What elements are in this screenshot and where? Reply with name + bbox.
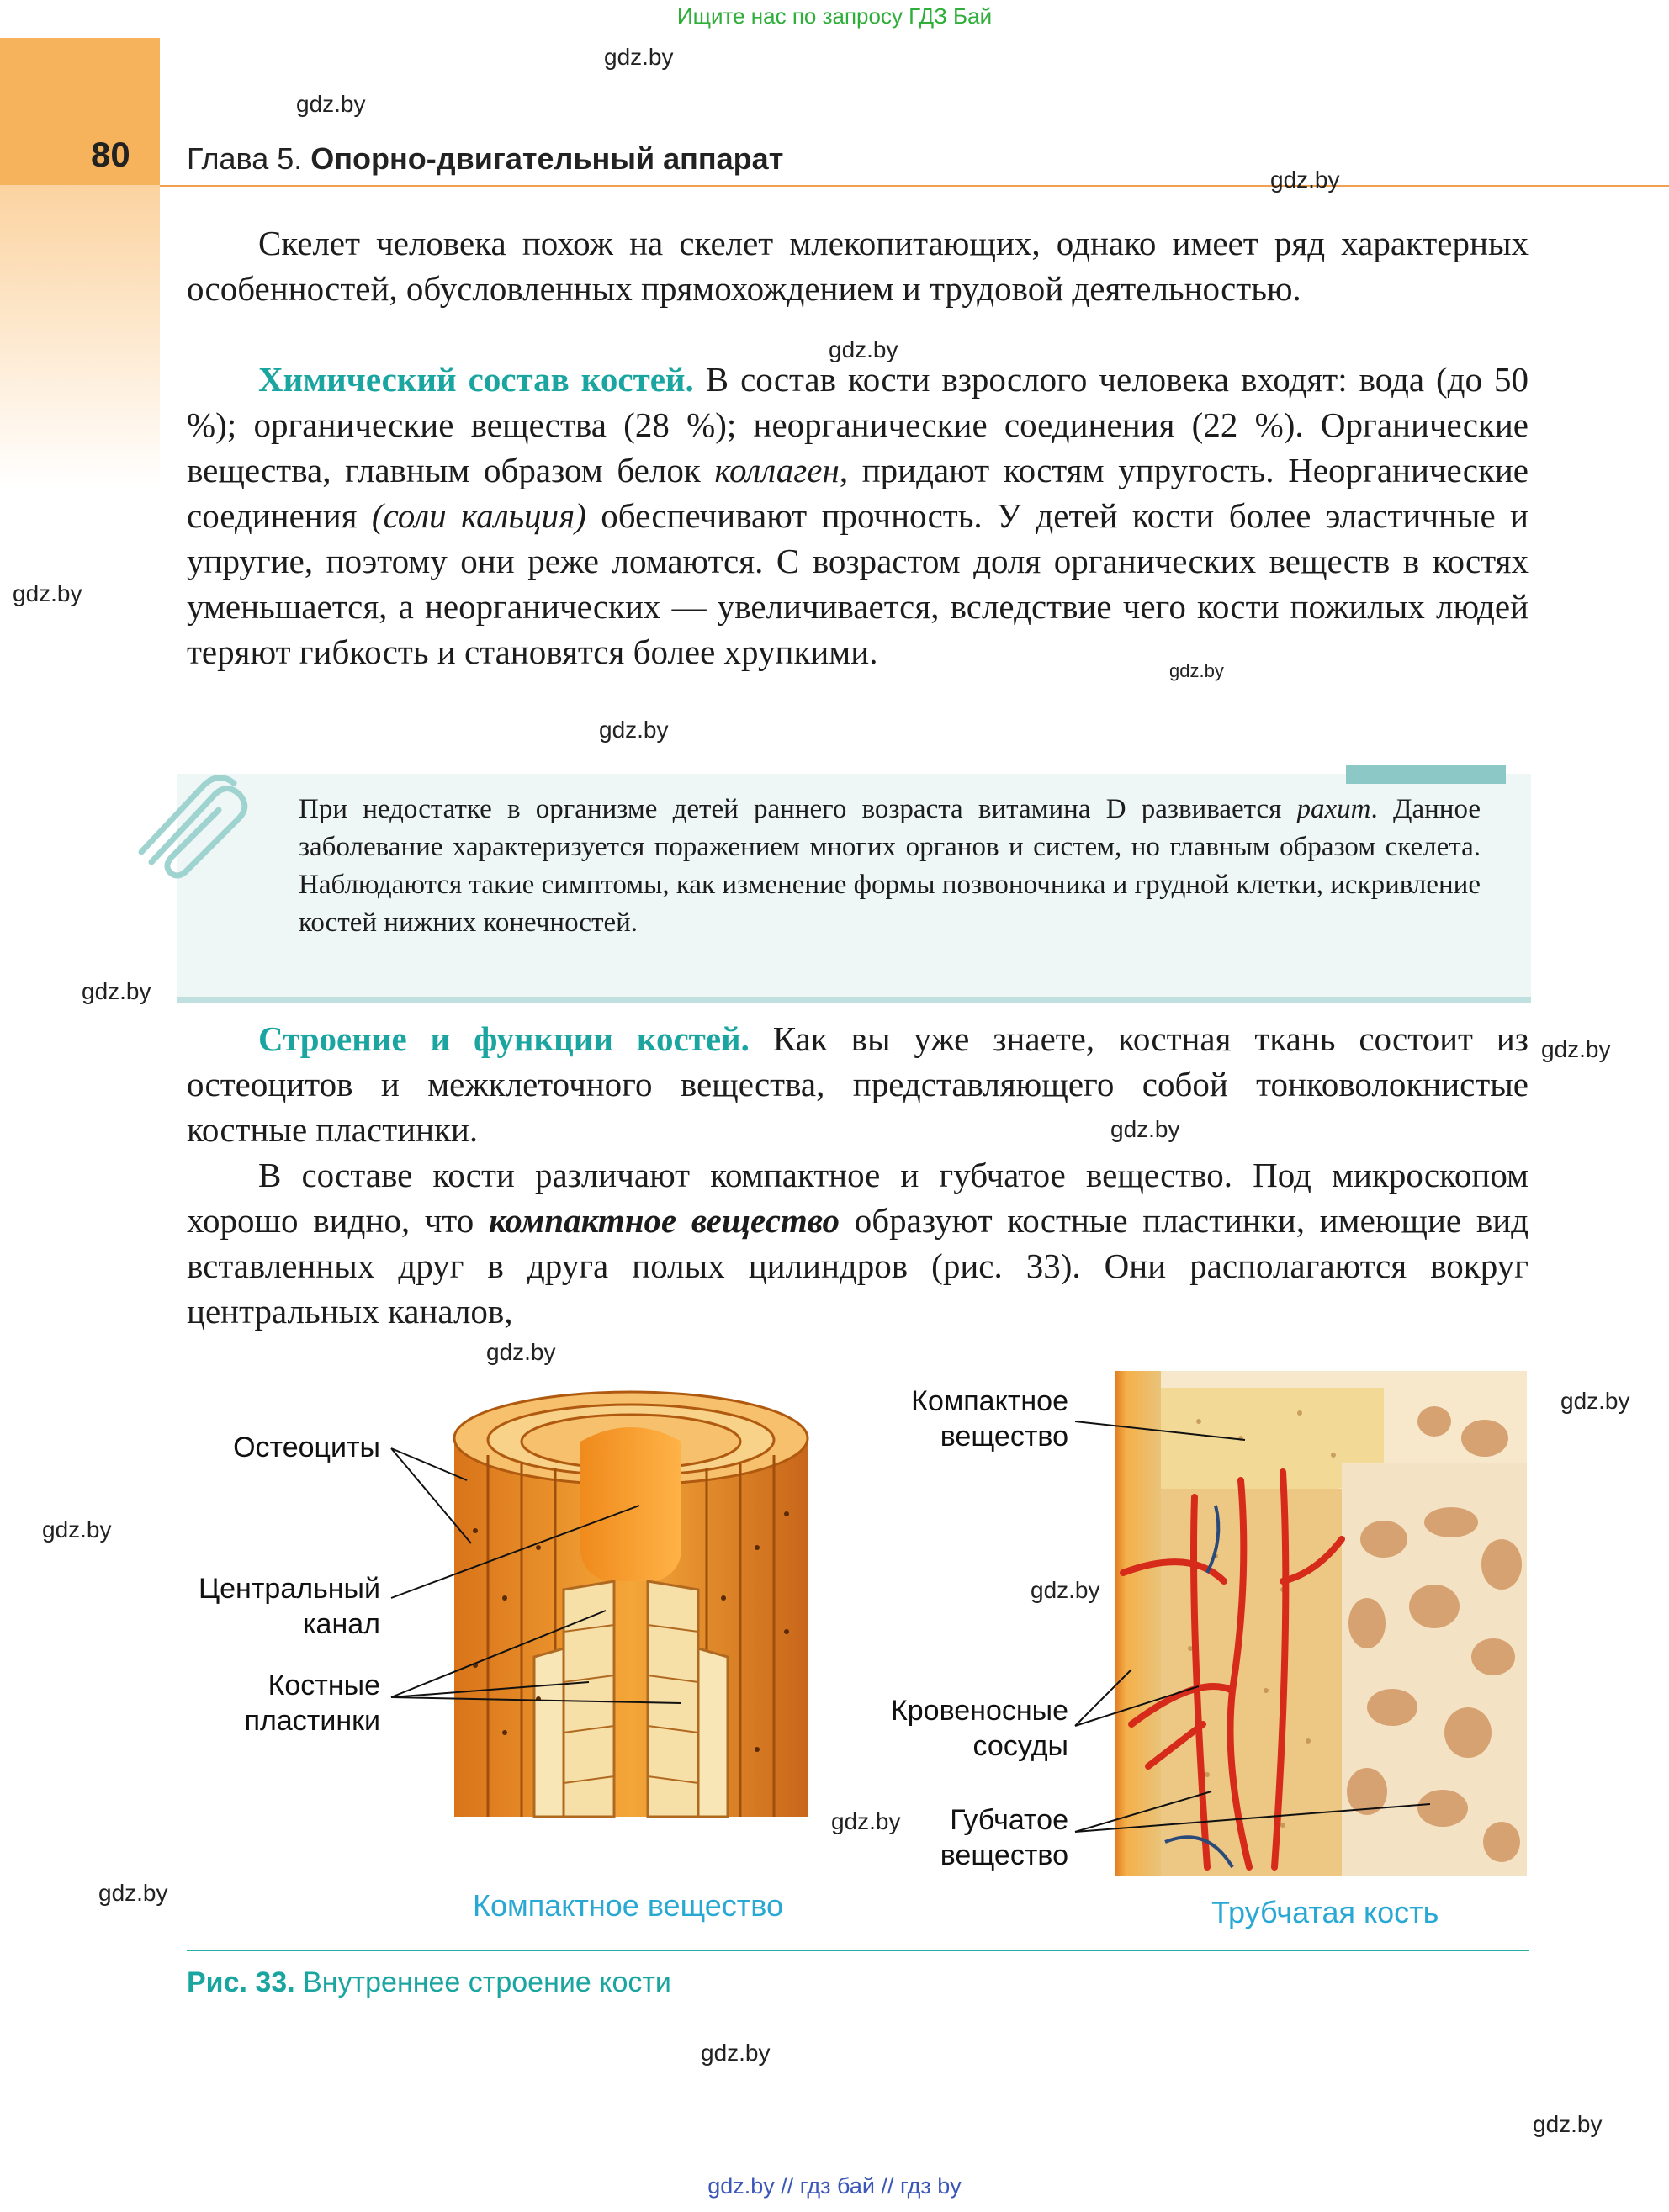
paragraph-chemical-composition	[187, 357, 1529, 675]
watermark: gdz.by	[1031, 1577, 1100, 1603]
paragraph-intro: Скелет человека похож на скелет млекопитающих, однако имеет ряд характерных особенностей, обусловленных прямохождением и трудовой деятельностью.	[187, 224, 1529, 308]
section-heading-structure: Строение и функции костей.	[258, 1019, 750, 1058]
text-fragment: , придают костям упругость. Неорганические соединения	[187, 451, 1529, 535]
caption-divider	[187, 1950, 1529, 1951]
watermark: gdz.by	[1110, 1116, 1180, 1142]
watermark: gdz.by	[1270, 167, 1340, 193]
watermark: gdz.by	[604, 44, 674, 70]
section-heading-chemical: Химический состав костей.	[258, 360, 694, 399]
label-bone-plates: Костные пластинки	[244, 1670, 380, 1737]
text-fragment: обеспечивают прочность. У детей кости более эластичные и упругие, поэтому они реже ломаются. С возрастом доля органических веществ в костях уменьшается, а неорганических — увеличивается, вследствие чего кости пожилых людей теряют гибкость и становятся более хрупкими.	[187, 496, 1529, 671]
footer-links[interactable]: gdz.by // гдз бай // гдз by	[707, 2173, 962, 2199]
note-tab	[1346, 765, 1506, 784]
label-blood-vessels: Кровеносные сосуды	[890, 1695, 1068, 1762]
watermark: gdz.by	[82, 978, 151, 1004]
note-rickets	[299, 791, 1481, 942]
watermark: gdz.by	[831, 1808, 901, 1834]
note-text: При недостатке в организме детей раннего возраста витамина D развивается	[299, 794, 1297, 824]
text-fragment: образуют костные пластинки, имеющие вид вставленных друг в друга полых цилиндров (рис. 33). Они располагаются вокруг центральных каналов,	[187, 1201, 1529, 1331]
header-divider	[160, 185, 1669, 187]
chapter-name: Опорно-двигательный аппарат	[310, 141, 784, 176]
watermark: gdz.by	[42, 1516, 112, 1543]
caption-text: Внутреннее строение кости	[294, 1966, 671, 1998]
figure-left-title: Компактное вещество	[473, 1888, 784, 1923]
watermark: gdz.by	[13, 580, 82, 606]
text-fragment: В составе кости различают компактное и губчатое вещество. Под микроскопом хорошо видно, что	[187, 1156, 1529, 1240]
paperclip-icon	[135, 770, 261, 879]
watermark: gdz.by	[486, 1339, 556, 1365]
term-collagen: коллаген	[714, 451, 840, 489]
chapter-title	[187, 141, 783, 177]
watermark: gdz.by	[98, 1880, 168, 1906]
watermark: gdz.by	[1533, 2111, 1603, 2137]
note-text: . Данное заболевание характеризуется поражением многих органов и систем, но главным образом скелета. Наблюдаются такие симптомы, как изменение формы позвоночника и грудной клетки, искривление костей нижних конечностей.	[299, 794, 1481, 938]
watermark: gdz.by	[296, 91, 366, 117]
page-number: 80	[91, 135, 130, 174]
watermark: gdz.by	[829, 336, 898, 362]
label-osteocytes: Остеоциты	[233, 1431, 380, 1463]
compact-substance-illustration	[437, 1379, 824, 1842]
figure-right-title: Трубчатая кость	[1211, 1895, 1439, 1929]
paragraph-structure	[187, 1016, 1529, 1152]
page-tab	[0, 38, 160, 185]
term-compact-substance: компактное вещество	[489, 1201, 840, 1240]
figure-caption	[187, 1966, 671, 1999]
top-banner[interactable]: Ищите нас по запросу ГДЗ Бай	[676, 3, 993, 29]
tubular-bone-illustration	[1115, 1371, 1527, 1876]
text-fragment: В состав кости взрослого человека входят: вода (до 50 %); органические вещества (28 %); неорганические соединения (22 %). Органические вещества, главным образом белок	[187, 360, 1529, 489]
text-fragment: Как вы уже знаете, костная ткань состоит из остеоцитов и межклеточного вещества, представляющего собой тонковолокнистые костные пластинки.	[187, 1019, 1529, 1149]
term-calcium-salts: (соли кальция)	[371, 496, 586, 535]
term-rickets: рахит	[1296, 794, 1371, 824]
watermark: gdz.by	[701, 2040, 771, 2066]
page-tab-fade	[0, 185, 160, 488]
paragraph-compact-substance	[187, 1152, 1529, 1334]
label-spongy-substance: Губчатое вещество	[940, 1804, 1068, 1871]
watermark: gdz.by	[1169, 660, 1224, 681]
watermark: gdz.by	[1541, 1036, 1611, 1062]
watermark: gdz.by	[1560, 1388, 1630, 1414]
chapter-prefix: Глава 5.	[187, 141, 303, 176]
caption-number: Рис. 33.	[187, 1966, 295, 1998]
label-central-canal: Центральный канал	[199, 1573, 380, 1640]
watermark: gdz.by	[599, 717, 669, 743]
label-compact-substance: Компактное вещество	[911, 1385, 1068, 1453]
